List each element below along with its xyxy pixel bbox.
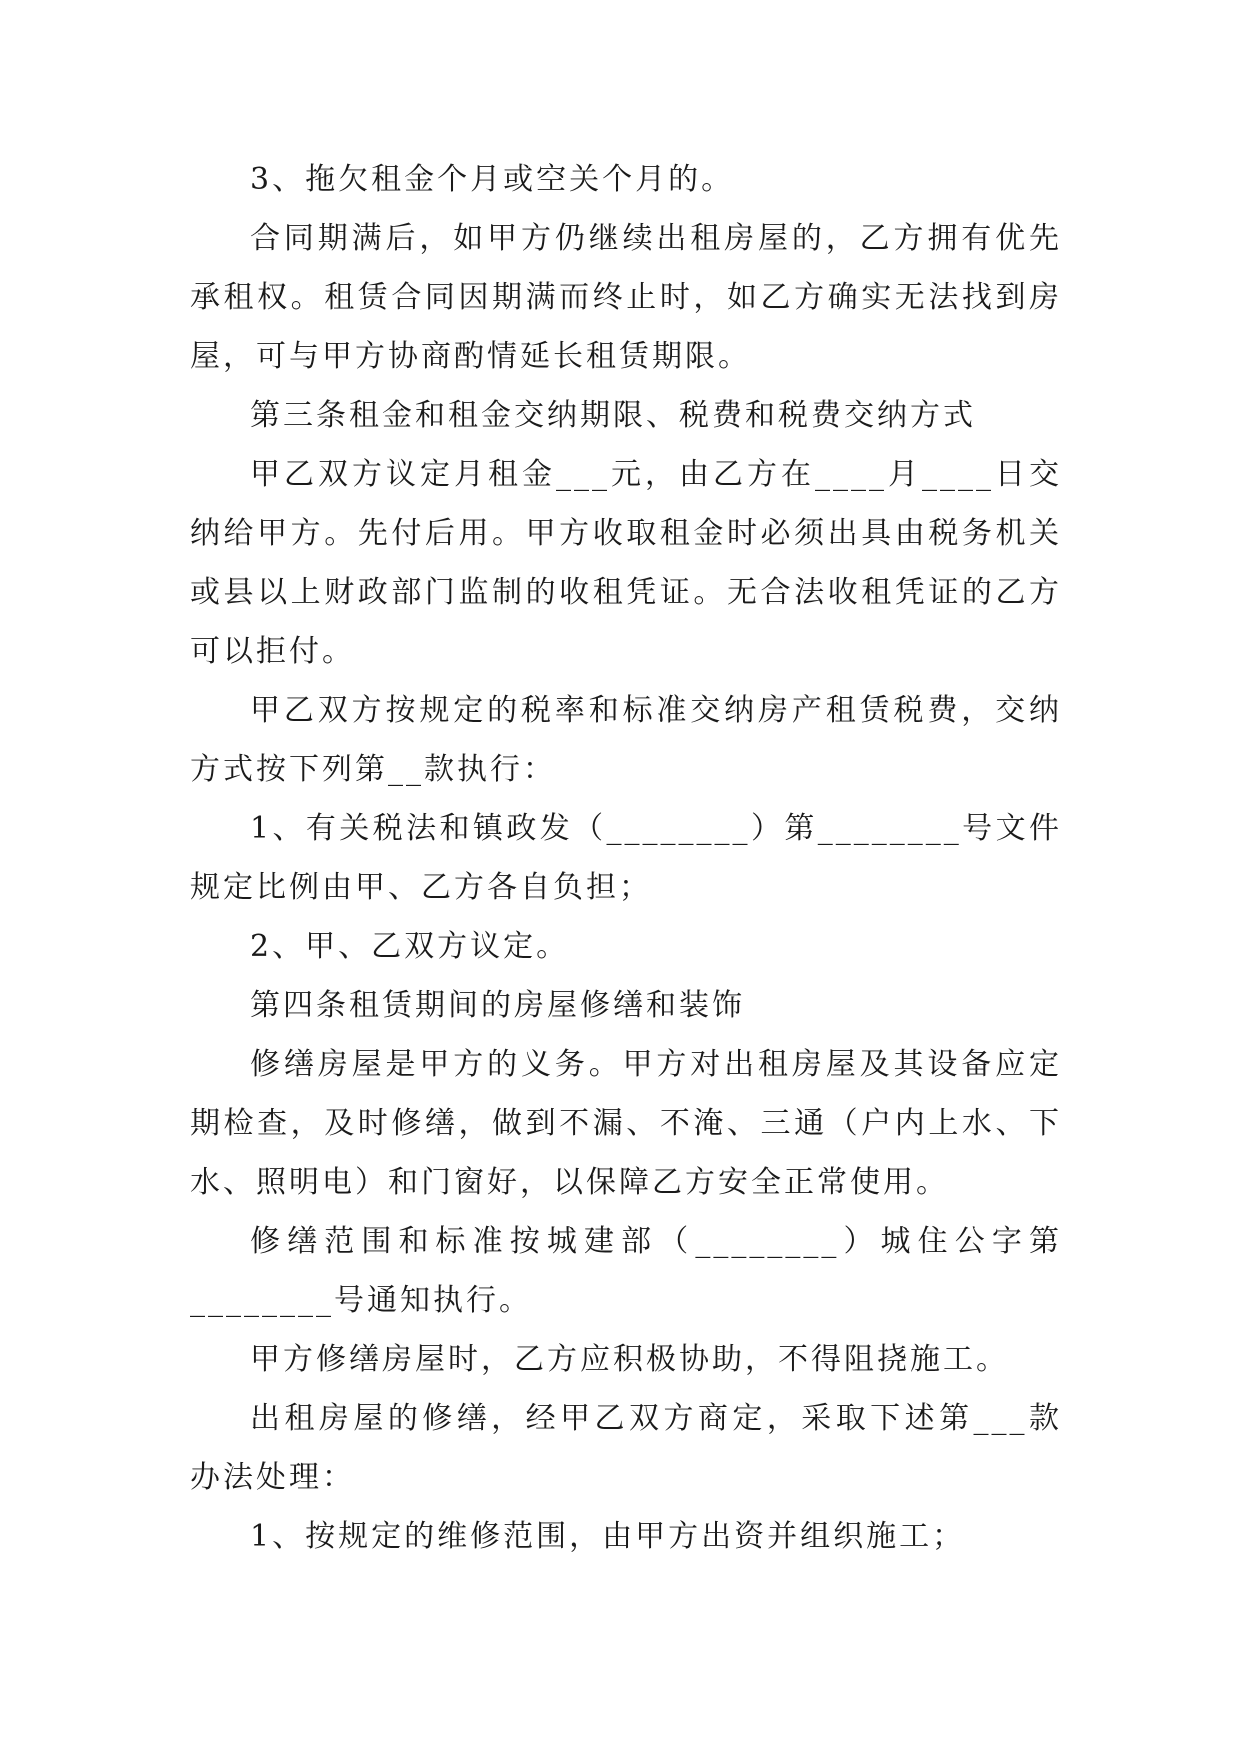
contract-text <box>190 150 1062 1566</box>
list-item-tax-1: 1、有关税法和镇政发（________）第________号文件规定比例由甲、乙方各自负担； <box>190 811 1062 905</box>
heading-article-4: 第四条租赁期间的房屋修缮和装饰 <box>250 988 745 1023</box>
paragraph-tenant-assist: 甲方修缮房屋时，乙方应积极协助，不得阻挠施工。 <box>250 1342 1009 1377</box>
list-item-tax-2: 2、甲、乙双方议定。 <box>250 929 570 964</box>
paragraph-repair-standard: 修缮范围和标准按城建部（________）城住公字第________号通知执行。 <box>190 1224 1062 1318</box>
paragraph-tax-payment: 甲乙双方按规定的税率和标准交纳房产租赁税费，交纳方式按下列第__款执行： <box>190 693 1062 787</box>
list-item-repair-1: 1、按规定的维修范围，由甲方出资并组织施工； <box>250 1519 966 1554</box>
heading-article-3: 第三条租金和租金交纳期限、税费和税费交纳方式 <box>250 398 976 433</box>
paragraph-renewal-priority: 合同期满后，如甲方仍继续出租房屋的，乙方拥有优先承租权。租赁合同因期满而终止时，如乙方确实无法找到房屋，可与甲方协商酌情延长租赁期限。 <box>190 221 1062 374</box>
paragraph-monthly-rent: 甲乙双方议定月租金___元，由乙方在____月____日交纳给甲方。先付后用。甲方收取租金时必须出具由税务机关或县以上财政部门监制的收租凭证。无合法收租凭证的乙方可以拒付。 <box>190 457 1062 669</box>
paragraph-repair-obligation: 修缮房屋是甲方的义务。甲方对出租房屋及其设备应定期检查，及时修缮，做到不漏、不淹、三通（户内上水、下水、照明电）和门窗好，以保障乙方安全正常使用。 <box>190 1047 1062 1200</box>
paragraph-repair-method: 出租房屋的修缮，经甲乙双方商定，采取下述第___款办法处理： <box>190 1401 1062 1495</box>
paragraph-arrears-clause: 3、拖欠租金个月或空关个月的。 <box>250 162 735 197</box>
